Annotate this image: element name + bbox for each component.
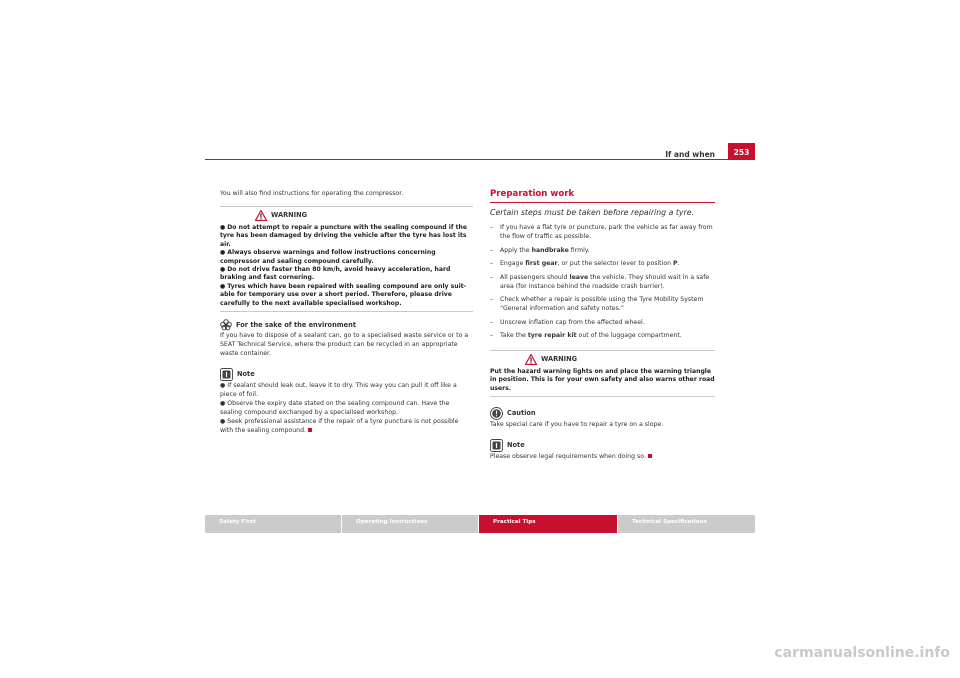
warning-text-right: Put the hazard warning lights on and place the warning triangle in position. This is for your own safety and also warns other road users.	[490, 368, 715, 392]
note-item: ● Observe the expiry date stated on the sealing compound can. Have the sealing compound exchanged by a specialised workshop.	[220, 400, 450, 417]
note-list	[220, 381, 473, 435]
warning-box	[220, 206, 473, 312]
footer-tab-operating-instructions[interactable]: Operating Instructions	[342, 515, 478, 533]
note-item: ● If sealant should leak out, leave it to dry. This way you can pull it off like a piece of foil.	[220, 382, 457, 399]
note-info-icon	[490, 439, 503, 452]
warning-item: ● Do not attempt to repair a puncture with the sealing compound if the tyre has been damaged by driving the vehicle after the tyre has lost its air.	[220, 224, 468, 248]
warning-header-right	[490, 354, 715, 365]
chapter-title: If and when	[665, 150, 715, 159]
warning-box-right	[490, 350, 715, 397]
warning-title-right: WARNING	[541, 355, 578, 363]
step-item: – Take the tyre repair kit out of the luggage compartment.	[490, 332, 682, 339]
environment-header	[220, 319, 473, 331]
note-title-right: Note	[507, 441, 525, 450]
environment-title: For the sake of the environment	[236, 320, 356, 329]
warning-item: ● Tyres which have been repaired with sealing compound are only suit-able for temporary use over a short period. Therefore, please drive carefully to the next available specialised workshop.	[220, 282, 467, 307]
note-info-icon	[220, 368, 233, 381]
warning-item: ● Do not drive faster than 80 km/h, avoid heavy acceleration, hard braking and fast cornering.	[220, 266, 451, 282]
footer-tab-practical-tips[interactable]: Practical Tips	[479, 515, 617, 533]
warning-triangle-icon	[525, 354, 537, 365]
section-subtitle: Certain steps must be taken before repairing a tyre.	[490, 208, 694, 217]
caution-exclamation-icon	[490, 407, 503, 420]
note-header	[220, 368, 473, 381]
header-rule	[205, 159, 755, 160]
warning-triangle-icon	[255, 210, 267, 221]
right-column	[490, 189, 715, 461]
environment-flower-icon	[220, 319, 232, 331]
watermark-text: carmanualsonline.info	[774, 645, 950, 661]
left-column	[220, 189, 473, 435]
caution-text: Take special care if you have to repair a tyre on a slope.	[490, 421, 664, 429]
footer-tab-safety-first[interactable]: Safety First	[205, 515, 341, 533]
note-header-right	[490, 439, 715, 452]
step-item: – Unscrew inflation cap from the affected wheel.	[490, 318, 645, 326]
step-item: – All passengers should leave the vehicle. They should wait in a safe area (for instance behind the roadside crash barrier).	[490, 273, 710, 290]
page-number: 253	[728, 143, 755, 159]
step-item: – Check whether a repair is possible using the Tyre Mobility System “General information and safety notes.”	[490, 296, 704, 312]
caution-title: Caution	[507, 409, 536, 418]
intro-text: You will also find instructions for operating the compressor.	[220, 190, 404, 197]
warning-item: ● Always observe warnings and follow instructions concerning compressor and sealing compound carefully.	[220, 249, 436, 265]
section-title: Preparation work	[490, 189, 715, 203]
step-item: – Engage first gear, or put the selector lever to position P.	[490, 260, 680, 267]
warning-title: WARNING	[271, 211, 308, 219]
note-text-right: Please observe legal requirements when doing so.	[490, 452, 715, 461]
note-item: ● Seek professional assistance if the repair of a tyre puncture is not possible with the sealing compound.	[220, 418, 459, 435]
caution-header	[490, 407, 715, 420]
footer-tab-technical-specifications[interactable]: Technical Specifications	[618, 515, 755, 533]
environment-text: If you have to dispose of a sealant can, go to a specialised waste service or to a SEAT Technical Service, where the product can be recycled in an appropriate waste container.	[220, 332, 469, 358]
note-title: Note	[237, 370, 255, 379]
section-end-marker	[648, 454, 652, 458]
section-end-marker	[308, 428, 312, 432]
step-item: – Apply the handbrake firmly.	[490, 246, 590, 254]
step-item: – If you have a flat tyre or puncture, park the vehicle as far away from the flow of traffic as possible.	[490, 224, 713, 240]
warning-header	[220, 210, 473, 221]
